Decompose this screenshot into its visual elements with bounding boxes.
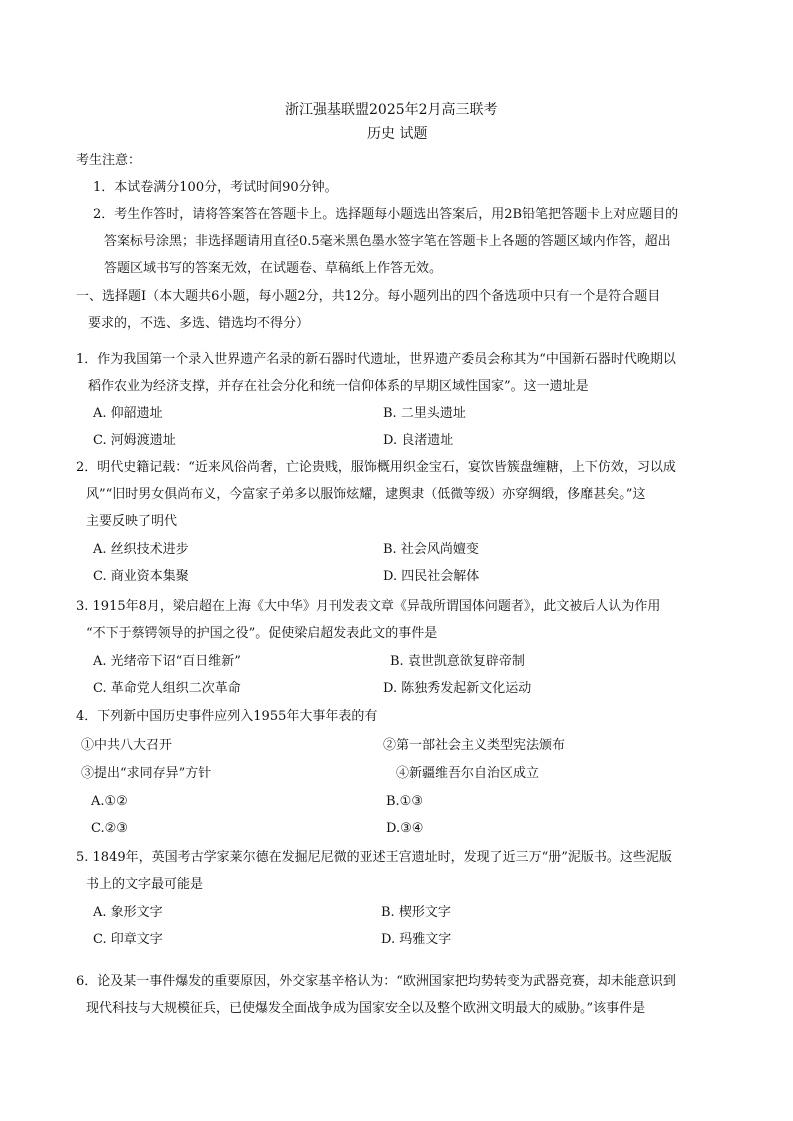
- question-3-option-b: B. 袁世凯意欲复辟帝制: [390, 654, 525, 669]
- question-5-line-2: 书上的文字最可能是: [86, 877, 204, 892]
- question-2-line-1: 2．明代史籍记载：“近来风俗尚奢，亡论贵贱，服饰概用织金宝石，宴饮皆簇盘缠糖，上下仿效，习以成: [76, 460, 676, 475]
- notice-item-2-line-3: 答题区域书写的答案无效，在试题卷、草稿纸上作答无效。: [104, 261, 443, 276]
- section-1-heading-line-2: 要求的，不选、多选、错选均不得分）: [88, 316, 310, 331]
- question-2-line-3: 主要反映了明代: [86, 514, 178, 529]
- exam-title: 浙江强基联盟2025年2月高三联考: [285, 102, 498, 118]
- question-5-option-d: D. 玛雅文字: [381, 932, 452, 947]
- question-2-option-d: D. 四民社会解体: [383, 569, 480, 584]
- question-5-option-c: C. 印章文字: [93, 932, 163, 947]
- question-2-option-b: B. 社会风尚嬗变: [383, 542, 479, 557]
- notice-heading: 考生注意：: [76, 153, 142, 168]
- question-6-line-1: 6．论及某一事件爆发的重要原因，外交家基辛格认为：“欧洲国家把均势转变为武器竞赛，却未能意识到: [76, 974, 676, 989]
- question-6-line-2: 现代科技与大规模征兵，已使爆发全面战争成为国家安全以及整个欧洲文明最大的威胁。”该事件是: [86, 1001, 646, 1016]
- question-4-line-1: 4．下列新中国历史事件应列入1955年大事年表的有: [76, 709, 378, 724]
- section-1-heading-line-1: 一、选择题Ⅰ（本大题共6小题，每小题2分，共12分。每小题列出的四个备选项中只有一个是符合题目: [76, 289, 661, 304]
- question-4-statement-4: ④新疆维吾尔自治区成立: [396, 766, 540, 781]
- question-5-option-b: B. 楔形文字: [381, 905, 451, 920]
- question-5-line-1: 5. 1849年，英国考古学家莱尔德在发掘尼尼微的亚述王宫遗址时，发现了近三万“册”泥版书。这些泥版: [76, 850, 672, 865]
- question-4-statement-1: ①中共八大召开: [81, 738, 173, 753]
- question-5-option-a: A. 象形文字: [93, 905, 163, 920]
- question-1-option-d: D. 良渚遗址: [383, 433, 454, 448]
- question-1-line-2: 稻作农业为经济支撑，并存在社会分化和统一信仰体系的早期区域性国家”。这一遗址是: [88, 379, 589, 394]
- notice-item-2-line-2: 答案标号涂黑；非选择题请用直径0.5毫米黑色墨水签字笔在答题卡上各题的答题区域内作答，超出: [104, 234, 671, 249]
- question-4-option-b: B.①③: [386, 794, 423, 809]
- question-3-option-a: A. 光绪帝下诏“百日维新”: [93, 654, 241, 669]
- question-4-option-a: A.①②: [91, 794, 128, 809]
- question-2-line-2: 风”“旧时男女俱尚布义，今富家子弟多以服饰炫耀，逮舆隶（低微等级）亦穿绸缎，侈靡甚矣。”这: [86, 487, 646, 502]
- question-3-option-d: D. 陈独秀发起新文化运动: [383, 681, 532, 696]
- question-2-option-a: A. 丝织技术进步: [93, 542, 189, 557]
- question-1-line-1: 1．作为我国第一个录入世界遗产名录的新石器时代遗址，世界遗产委员会称其为“中国新石器时代晚期以: [76, 352, 676, 367]
- question-3-option-c: C. 革命党人组织二次革命: [93, 681, 241, 696]
- notice-item-2-line-1: 2．考生作答时，请将答案答在答题卡上。选择题每小题选出答案后，用2B铅笔把答题卡上对应题目的: [93, 207, 679, 222]
- question-4-option-d: D.③④: [386, 821, 424, 836]
- question-2-option-c: C. 商业资本集聚: [93, 569, 189, 584]
- notice-item-1: 1．本试卷满分100分，考试时间90分钟。: [93, 180, 338, 195]
- question-1-option-c: C. 河姆渡遗址: [93, 433, 176, 448]
- question-3-line-2: “不下于蔡锷领导的护国之役”。促使梁启超发表此文的事件是: [86, 626, 438, 641]
- question-4-statement-3: ③提出“求同存异”方针: [81, 766, 212, 781]
- question-4-statement-2: ②第一部社会主义类型宪法颁布: [383, 738, 566, 753]
- question-4-option-c: C.②③: [91, 821, 128, 836]
- question-1-option-b: B. 二里头遗址: [383, 406, 466, 421]
- exam-subtitle: 历史 试题: [367, 126, 428, 142]
- question-3-line-1: 3. 1915年8月，梁启超在上海《大中华》月刊发表文章《异哉所谓国体问题者》，此文被后人认为作用: [76, 599, 661, 614]
- question-1-option-a: A. 仰韶遗址: [93, 406, 163, 421]
